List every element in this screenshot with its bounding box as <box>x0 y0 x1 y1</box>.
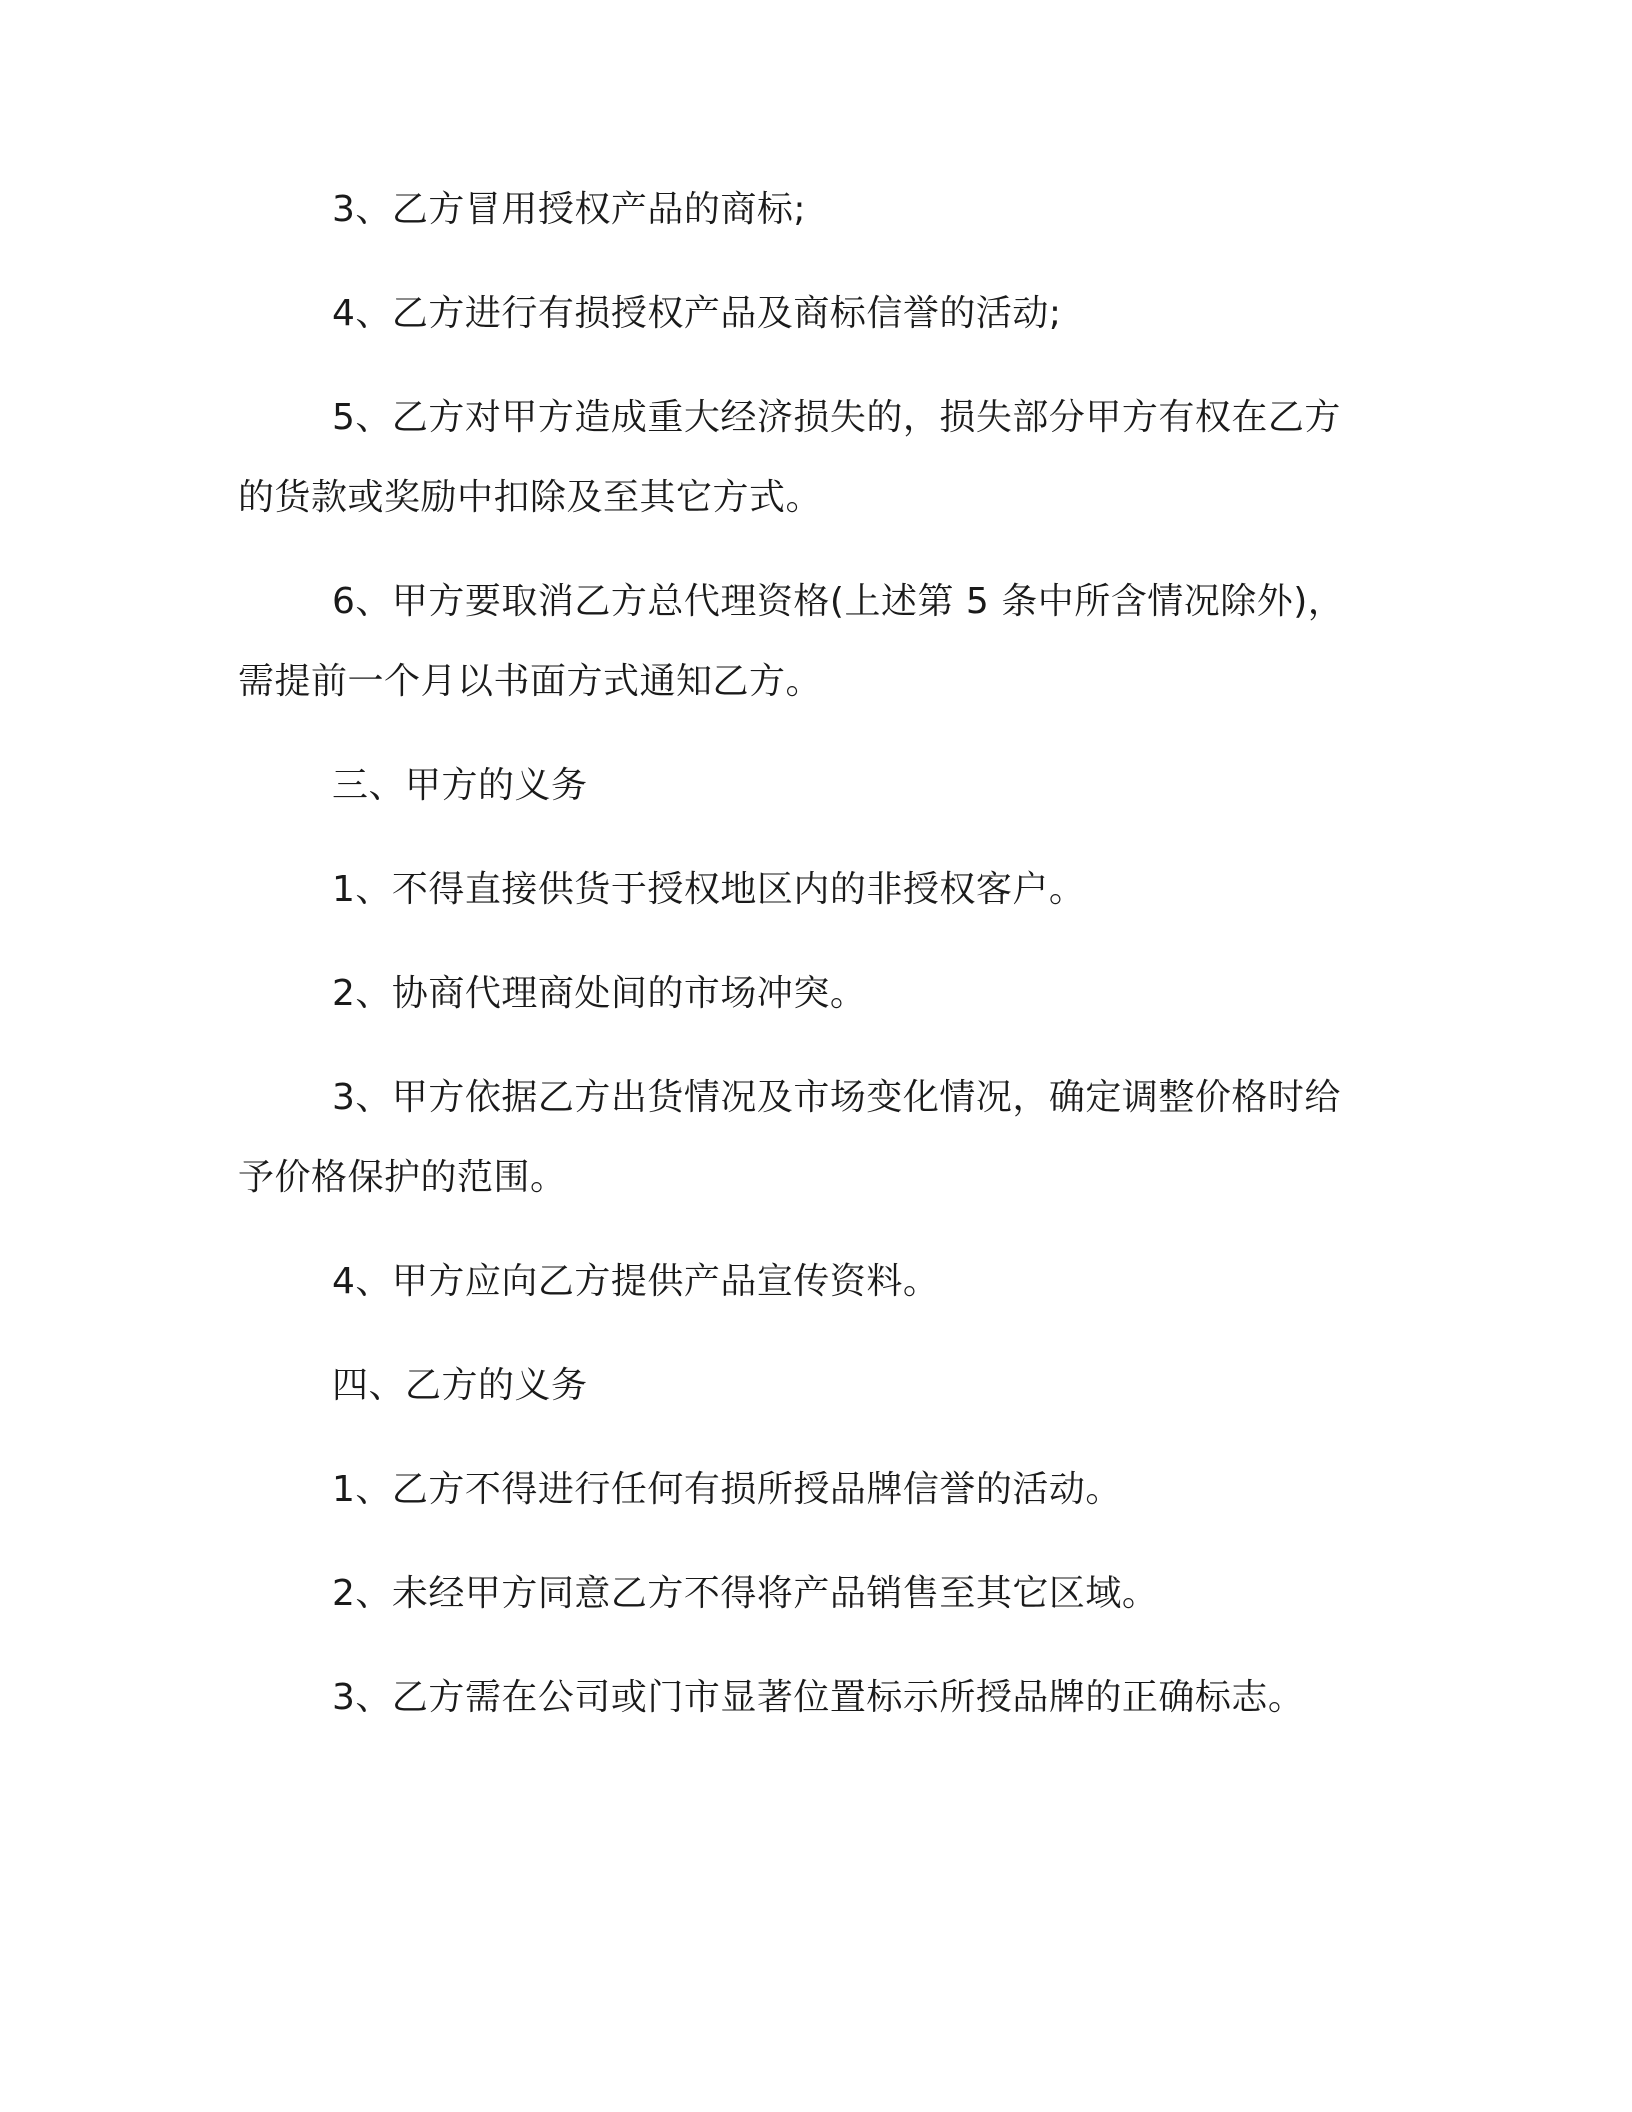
clause-b5: 5、乙方对甲方造成重大经济损失的，损失部分甲方有权在乙方的货款或奖励中扣除及至其它方式。 <box>238 397 1341 518</box>
party-b-obligation-1: 1、乙方不得进行任何有损所授品牌信誉的活动。 <box>332 1469 1122 1510</box>
party-b-obligation-2: 2、未经甲方同意乙方不得将产品销售至其它区域。 <box>332 1573 1159 1614</box>
clause-b4: 4、乙方进行有损授权产品及商标信誉的活动; <box>332 293 1062 334</box>
clause-b6: 6、甲方要取消乙方总代理资格(上述第 5 条中所含情况除外)，需提前一个月以书面方式通知乙方。 <box>238 581 1345 702</box>
section-heading-party-b-obligations: 四、乙方的义务 <box>332 1365 588 1406</box>
party-a-obligation-4: 4、甲方应向乙方提供产品宣传资料。 <box>332 1261 940 1302</box>
party-a-obligation-2: 2、协商代理商处间的市场冲突。 <box>332 973 867 1014</box>
party-a-obligation-3: 3、甲方依据乙方出货情况及市场变化情况，确定调整价格时给予价格保护的范围。 <box>238 1077 1341 1198</box>
section-heading-party-a-obligations: 三、甲方的义务 <box>332 765 588 806</box>
party-a-obligation-1: 1、不得直接供货于授权地区内的非授权客户。 <box>332 869 1086 910</box>
document-body <box>238 170 1358 1762</box>
party-b-obligation-3: 3、乙方需在公司或门市显著位置标示所授品牌的正确标志。 <box>332 1677 1305 1718</box>
clause-b3: 3、乙方冒用授权产品的商标; <box>332 189 807 230</box>
